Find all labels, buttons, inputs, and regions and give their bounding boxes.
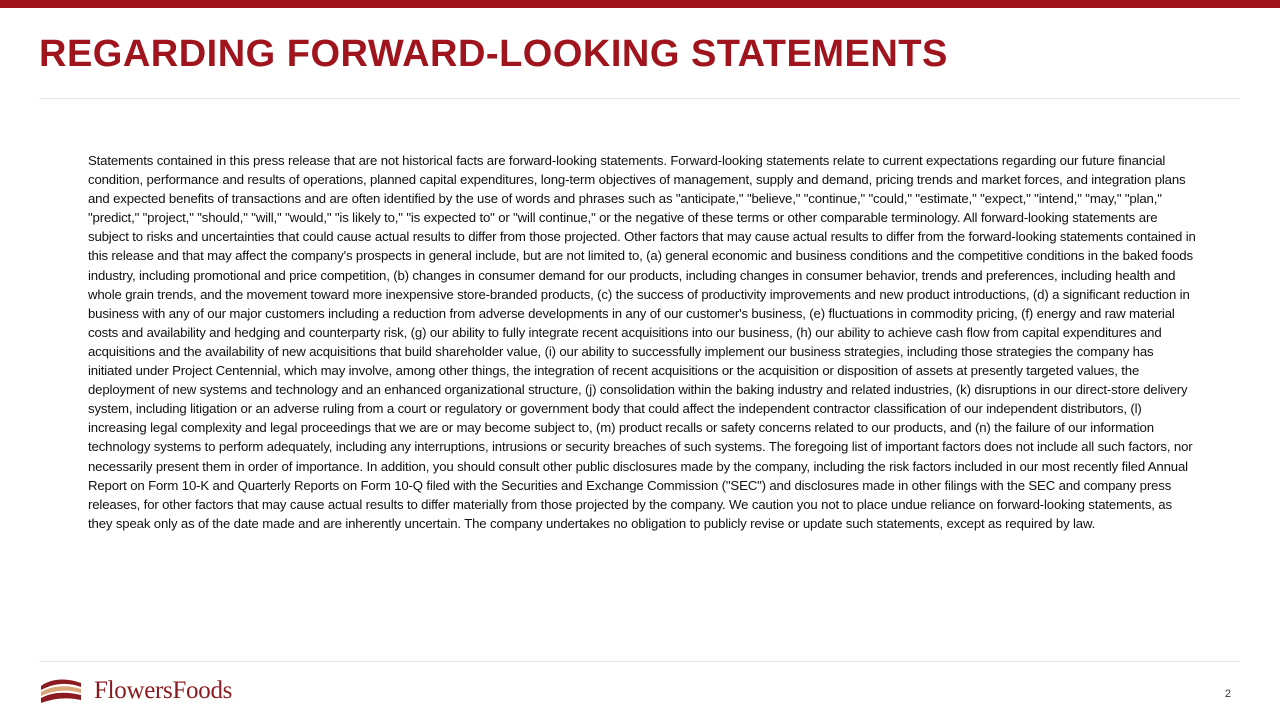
page-title: REGARDING FORWARD-LOOKING STATEMENTS [39, 33, 948, 75]
forward-looking-statements-body: Statements contained in this press release that are not historical facts are forward-looking statements. Forward-looking statements relate to current expectations regarding our future financial condition, performance and results of operations, planned capital expenditures, long-term objectives of management, supply and demand, pricing trends and market forces, and integration plans and expected benefits of transactions and are often identified by the use of words and phrases such as "anticipate," "believe," "continue," "could," "estimate," "expect," "intend," "may," "plan," "predict," "project," "should," "will," "would," "is likely to," "is expected to" or "will continue," or the negative of these terms or other comparable terminology. All forward-looking statements are subject to risks and uncertainties that could cause actual results to differ from those projected. Other factors that may cause actual results to differ from the forward-looking statements contained in this release and that may affect the company's prospects in general include, but are not limited to, (a) general economic and business conditions and the competitive conditions in the baked foods industry, including promotional and price competition, (b) changes in consumer demand for our products, including changes in consumer behavior, trends and preferences, including health and whole grain trends, and the movement toward more inexpensive store-branded products, (c) the success of productivity improvements and new product introductions, (d) a significant reduction in business with any of our major customers including a reduction from adverse developments in any of our customer's business, (e) fluctuations in commodity pricing, (f) energy and raw material costs and availability and hedging and counterparty risk, (g) our ability to fully integrate recent acquisitions into our business, (h) our ability to achieve cash flow from capital expenditures and acquisitions and the availability of new acquisitions that build shareholder value, (i) our ability to successfully implement our business strategies, including those strategies the company has initiated under Project Centennial, which may involve, among other things, the integration of recent acquisitions or the acquisition or disposition of assets at presently targeted values, the deployment of new systems and technology and an enhanced organizational structure, (j) consolidation within the baking industry and related industries, (k) disruptions in our direct-store delivery system, including litigation or an adverse ruling from a court or regulatory or government body that could affect the independent contractor classification of our independent distributors, (l) increasing legal complexity and legal proceedings that we are or may become subject to, (m) product recalls or safety concerns related to our products, and (n) the failure of our information technology systems to perform adequately, including any interruptions, intrusions or security breaches of such systems. The foregoing list of important factors does not include all such factors, nor necessarily present them in order of importance. In addition, you should consult other public disclosures made by the company, including the risk factors included in our most recently filed Annual Report on Form 10-K and Quarterly Reports on Form 10-Q filed with the Securities and Exchange Commission ("SEC") and disclosures made in other filings with the SEC and company press releases, for other factors that may cause actual results to differ materially from those projected by the company. We caution you not to place undue reliance on forward-looking statements, as they speak only as of the date made and are inherently uncertain. The company undertakes no obligation to publicly revise or update such statements, except as required by law. [88, 153, 1196, 531]
title-divider [39, 98, 1240, 99]
footer-divider [39, 661, 1240, 662]
page-number: 2 [1224, 688, 1231, 700]
flowers-foods-swoosh-icon [40, 677, 82, 705]
flowers-foods-logo [40, 676, 232, 706]
top-accent-bar [0, 0, 1280, 8]
logo-wordmark: FlowersFoods [94, 677, 233, 704]
